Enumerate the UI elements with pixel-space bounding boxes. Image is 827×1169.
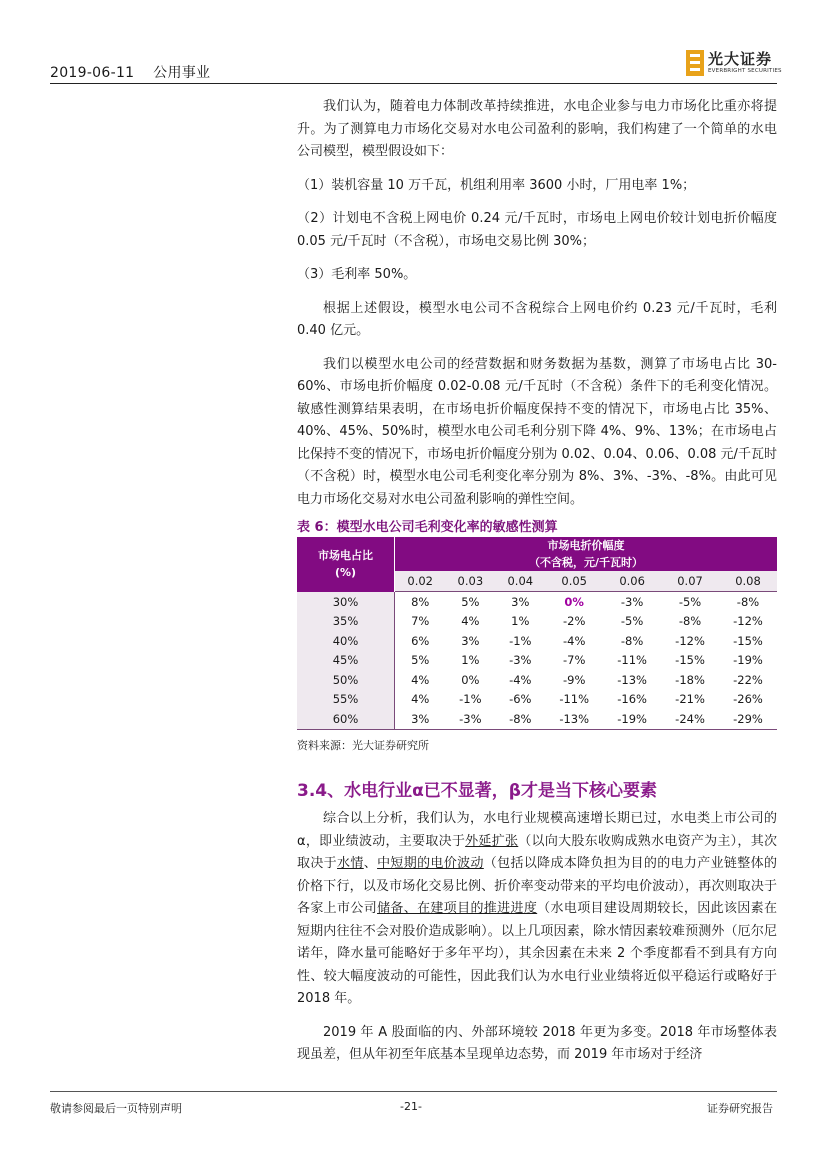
row-header-line: 市场电占比 [318,549,373,563]
row-label: 30% [297,592,395,612]
column-value: 0.02 [395,571,446,592]
company-logo [686,46,796,82]
table-cell: -21% [675,692,705,707]
row-header-line: (%) [334,566,357,580]
logo-text-en: EVERBRIGHT SECURITIES [708,68,782,74]
table-row [297,612,777,632]
column-header-line: 市场电折价幅度 [547,539,625,552]
table-cell: -5% [678,594,702,609]
table-cell: -5% [620,614,644,629]
table-cell: 4% [461,614,480,629]
underlined-text: 储备、在建项目的推进进度 [377,901,538,916]
table-cell: -12% [733,614,763,629]
table-cell: -9% [562,672,586,687]
table-cell: -22% [733,672,763,687]
footer-rule [50,1091,777,1092]
column-value: 0.06 [603,571,661,592]
table-title: 表 6：模型水电公司毛利变化率的敏感性测算 [297,520,558,535]
underlined-text: 外延扩张 [465,833,519,849]
table-cell: -16% [617,692,647,707]
table-cell: 4% [411,692,430,707]
table-cell: -19% [733,653,763,668]
report-date: 2019-06-11 [50,65,135,81]
table-cell: 6% [411,633,430,648]
table-cell: -1% [509,633,532,648]
table-cell: -26% [733,692,763,707]
text-run: 、 [363,856,378,871]
column-value: 0.03 [445,571,495,592]
section-title: 3.4、水电行业α已不显著，β才是当下核心要素 [297,781,657,801]
footer-disclaimer: 敬请参阅最后一页特别声明 [50,1102,182,1115]
page-header [50,62,210,82]
underlined-text: 中短期的电价波动 [377,856,484,871]
column-value: 0.05 [545,571,603,592]
table-cell: -4% [562,633,586,648]
table-cell: -15% [675,653,705,668]
table-cell: -6% [509,692,532,707]
table-cell: -13% [545,709,603,729]
page-number: -21- [400,1100,422,1113]
paragraph: （2）计划电不含税上网电价 0.24 元/千瓦时，市场电上网电价较计划电折价幅度 0.05 元/千瓦时（不含税），市场电交易比例 30%； [297,211,777,249]
table-cell: -3% [620,594,644,609]
table-cell: -18% [675,672,705,687]
sensitivity-table [297,537,777,730]
paragraph: 我们以模型水电公司的经营数据和财务数据为基数，测算了市场电占比 30-60%、市场电折价幅度 0.02-0.08 元/千瓦时（不含税）条件下的毛利变化情况。敏感性测算结果表明，在市场电折价幅度保持不变的情况下，市场电占比 35%、40%、45%、50%时，模型水电公司毛利分别下降 4%、9%、13%；在市场电占比保持不变的情况下，市场电折价幅度分别为 0.02、0.04、0.06、0.08 元/千瓦时（不含税）时，模型水电公司毛利变化率分别为 8%、3%、-3%、-8%。由此可见电力市场化交易对水电公司盈利影响的弹性空间。 [297,356,777,507]
row-header [297,537,395,592]
table-cell: -2% [562,614,586,629]
table-row [297,651,777,671]
logo-mark-icon [686,50,704,76]
underlined-text: 水情 [337,856,364,871]
paragraph: 2019 年 A 股面临的内、外部环境较 2018 年更为多变。2018 年市场整体表现虽差，但从年初至年底基本呈现单边态势，而 2019 年市场对于经济 [297,1024,777,1062]
logo-text-cn: 光大证券 [708,50,773,68]
paragraph: （1）装机容量 10 万千瓦，机组利用率 3600 小时，厂用电率 1%； [297,177,696,193]
section-body [297,808,777,1067]
table-cell-highlight: 0% [564,594,584,609]
column-header [395,537,778,571]
table-cell: 5% [411,653,430,668]
column-header-line: （不含税，元/千瓦时） [528,556,644,569]
table-row [297,631,777,651]
table-cell: 3% [395,709,446,729]
row-label: 55% [297,690,395,710]
table-cell: -11% [617,653,647,668]
footer-report-type: 证券研究报告 [707,1102,773,1115]
table-cell: 5% [461,594,480,609]
report-sector: 公用事业 [153,65,211,81]
text-run: （以向大股东收购成熟水电资产为主），其次取决于 [297,833,777,871]
table-row [297,690,777,710]
table-cell: 0% [461,672,480,687]
table-cell: -8% [678,614,702,629]
row-label: 35% [297,612,395,632]
paragraph: 我们认为，随着电力体制改革持续推进，水电企业参与电力市场化比重亦将提升。为了测算电力市场化交易对水电公司盈利的影响，我们构建了一个简单的水电公司模型，模型假设如下： [297,99,777,159]
table-cell: 3% [461,633,480,648]
row-label: 50% [297,670,395,690]
row-label: 40% [297,631,395,651]
table-cell: -1% [459,692,482,707]
table-cell: -3% [509,653,532,668]
table-cell: -3% [445,709,495,729]
table-cell: -29% [719,709,777,729]
table-cell: -8% [495,709,545,729]
table-cell: 7% [411,614,430,629]
table-row [297,592,777,612]
table-row [297,670,777,690]
table-cell: -8% [736,594,760,609]
table-cell: -4% [509,672,532,687]
table-cell: 8% [411,594,430,609]
table-cell: 1% [511,614,530,629]
paragraph: 根据上述假设，模型水电公司不含税综合上网电价约 0.23 元/千瓦时，毛利 0.40 亿元。 [297,300,777,338]
column-value: 0.04 [495,571,545,592]
row-label: 60% [297,709,395,729]
table-cell: -19% [603,709,661,729]
paragraph [297,808,777,1011]
row-label: 45% [297,651,395,671]
table-cell: -24% [661,709,719,729]
column-value: 0.08 [719,571,777,592]
table-cell: 3% [511,594,530,609]
table-cell: -7% [562,653,586,668]
text-run: 综合以上分析，我们认为，水电行业规模高速增长期已过，水电类上市公司的α，即业绩波动，主要取决于 [297,811,777,849]
text-run: （水电项目建设周期较长，因此该因素在短期内往往不会对股价造成影响）。以上几项因素，除水情因素较难预测外（厄尔尼诺年，降水量可能略好于多年平均），其余因素在未来 2 个季度都看不到具有方向性、较大幅度波动的可能性，因此我们认为水电行业业绩将近似平稳运行或略好于 2018 年。 [297,901,777,1006]
table-cell: 4% [411,672,430,687]
table-cell: -13% [617,672,647,687]
body-text [297,96,777,511]
paragraph: （3）毛利率 50%。 [297,267,417,282]
table-row [297,709,777,729]
table-cell: 1% [461,653,480,668]
table-cell: -15% [733,633,763,648]
table-cell: -12% [675,633,705,648]
table-source: 资料来源：光大证券研究所 [297,739,429,752]
header-rule [50,83,777,84]
column-value: 0.07 [661,571,719,592]
table-cell: -11% [559,692,590,707]
table-cell: -8% [620,633,644,648]
text-run: （包括以降成本降负担为目的的电力产业链整体的价格下行，以及市场化交易比例、折价率变动带来的平均电价波动），再次则取决于各家上市公司 [297,856,777,916]
